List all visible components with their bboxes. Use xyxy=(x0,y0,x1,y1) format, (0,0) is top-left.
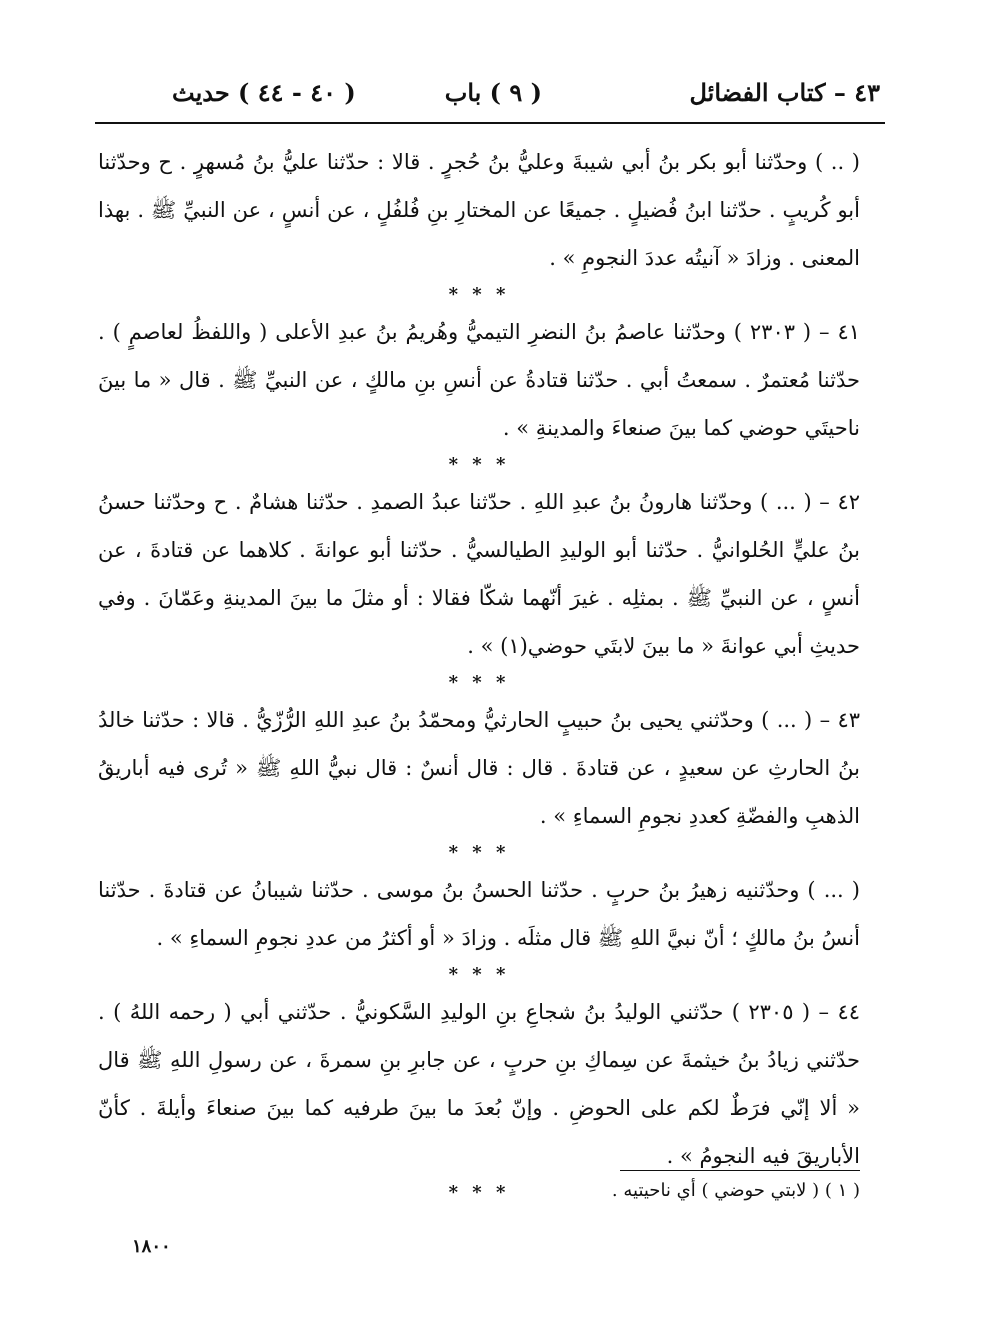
chapter-number: ( ٩ ) باب xyxy=(444,78,542,107)
page-code: ١٨٠٠ xyxy=(132,1236,171,1257)
running-header xyxy=(100,78,880,118)
hadith-paragraph: ٤٤ – ( ٢٣٠٥ ) حدّثني الوليدُ بنُ شجاعِ بنِ الوليدِ السَّكونيُّ . حدّثني أبي ( رحمه اللهُ ) . حدّثني زيادُ بنُ خيثمةَ عن سِماكِ بنِ حربٍ ، عن جابرِ بنِ سمرةَ ، عن رسولِ اللهِ ﷺ قال « ألا إنّي فرَطٌ لكم على الحوضِ . وإنّ بُعدَ ما بينَ طرفيه كما بينَ صنعاءَ وأيلةَ . كأنّ الأباريقَ فيه النجومُ » . xyxy=(98,1000,860,1168)
footnote: ( ١ ) ( لابتي حوضي ) أي ناحيتيه . xyxy=(611,1180,860,1201)
hadith-paragraph: ( .. ) وحدّثنا أبو بكر بنُ أبي شيبةَ وعليُّ بنُ حُجرٍ . قالا : حدّثنا عليُّ بنُ مُسهرٍ . ح وحدّثنا أبو كُريبٍ . حدّثنا ابنُ فُضيلٍ . جميعًا عن المختارِ بنِ فُلفُلٍ ، عن أنسٍ ، عن النبيِّ ﷺ . بهذا المعنى . وزادَ « آنيتُه عددَ النجومِ » . xyxy=(98,150,860,270)
hadith-range: ( ٤٠ - ٤٤ ) حديث xyxy=(172,78,356,107)
hadith-paragraph: ( ... ) وحدّثنيه زهيرُ بنُ حربٍ . حدّثنا الحسنُ بنُ موسى . حدّثنا شيبانُ عن قتادةَ . حدّثنا أنسُ بنُ مالكٍ ؛ أنّ نبيَّ اللهِ ﷺ قال مثلَه . وزادَ « أو أكثرُ من عددِ نجومِ السماءِ » . xyxy=(98,878,860,950)
header-divider xyxy=(95,122,885,124)
hadith-paragraph: ٤٢ – ( ... ) وحدّثنا هارونُ بنُ عبدِ اللهِ . حدّثنا عبدُ الصمدِ . حدّثنا هشامٌ . ح وحدّثنا حسنُ بنُ عليٍّ الحُلوانيُّ . حدّثنا أبو الوليدِ الطيالسيُّ . حدّثنا أبو عوانةَ . كلاهما عن قتادةَ ، عن أنسٍ ، عن النبيِّ ﷺ . بمثلِه . غيرَ أنّهما شكّا فقالا : أو مثلَ ما بينَ المدينةِ وعَمّانَ . وفي حديثِ أبي عوانةَ « ما بينَ لابتَي حوضي(١) » . xyxy=(98,490,860,658)
page-body xyxy=(98,138,860,1206)
hadith-paragraph: ٤٣ – ( ... ) وحدّثني يحيى بنُ حبيبٍ الحارثيُّ ومحمّدُ بنُ عبدِ اللهِ الرُّزّيُّ . قالا : حدّثنا خالدُ بنُ الحارثِ عن سعيدٍ ، عن قتادةَ . قال : قال أنسٌ : قال نبيُّ اللهِ ﷺ « تُرى فيه أباريقُ الذهبِ والفضّةِ كعددِ نجومِ السماءِ » . xyxy=(98,708,860,828)
footnote-divider xyxy=(620,1170,860,1171)
section-separator: * * * xyxy=(448,284,510,305)
section-separator: * * * xyxy=(448,454,510,475)
section-separator: * * * xyxy=(448,964,510,985)
book-title: ٤٣ – كتاب الفضائل xyxy=(689,78,880,107)
section-separator: * * * xyxy=(448,1182,510,1203)
hadith-paragraph: ٤١ – ( ٢٣٠٣ ) وحدّثنا عاصمُ بنُ النضرِ التيميُّ وهُريمُ بنُ عبدِ الأعلى ( واللفظُ لعاصمٍ ) . حدّثنا مُعتمرٌ . سمعتُ أبي . حدّثنا قتادةُ عن أنسِ بنِ مالكٍ ، عن النبيِّ ﷺ . قال « ما بينَ ناحيتَي حوضي كما بينَ صنعاءَ والمدينةِ » . xyxy=(98,320,861,440)
section-separator: * * * xyxy=(448,842,510,863)
section-separator: * * * xyxy=(448,672,510,693)
